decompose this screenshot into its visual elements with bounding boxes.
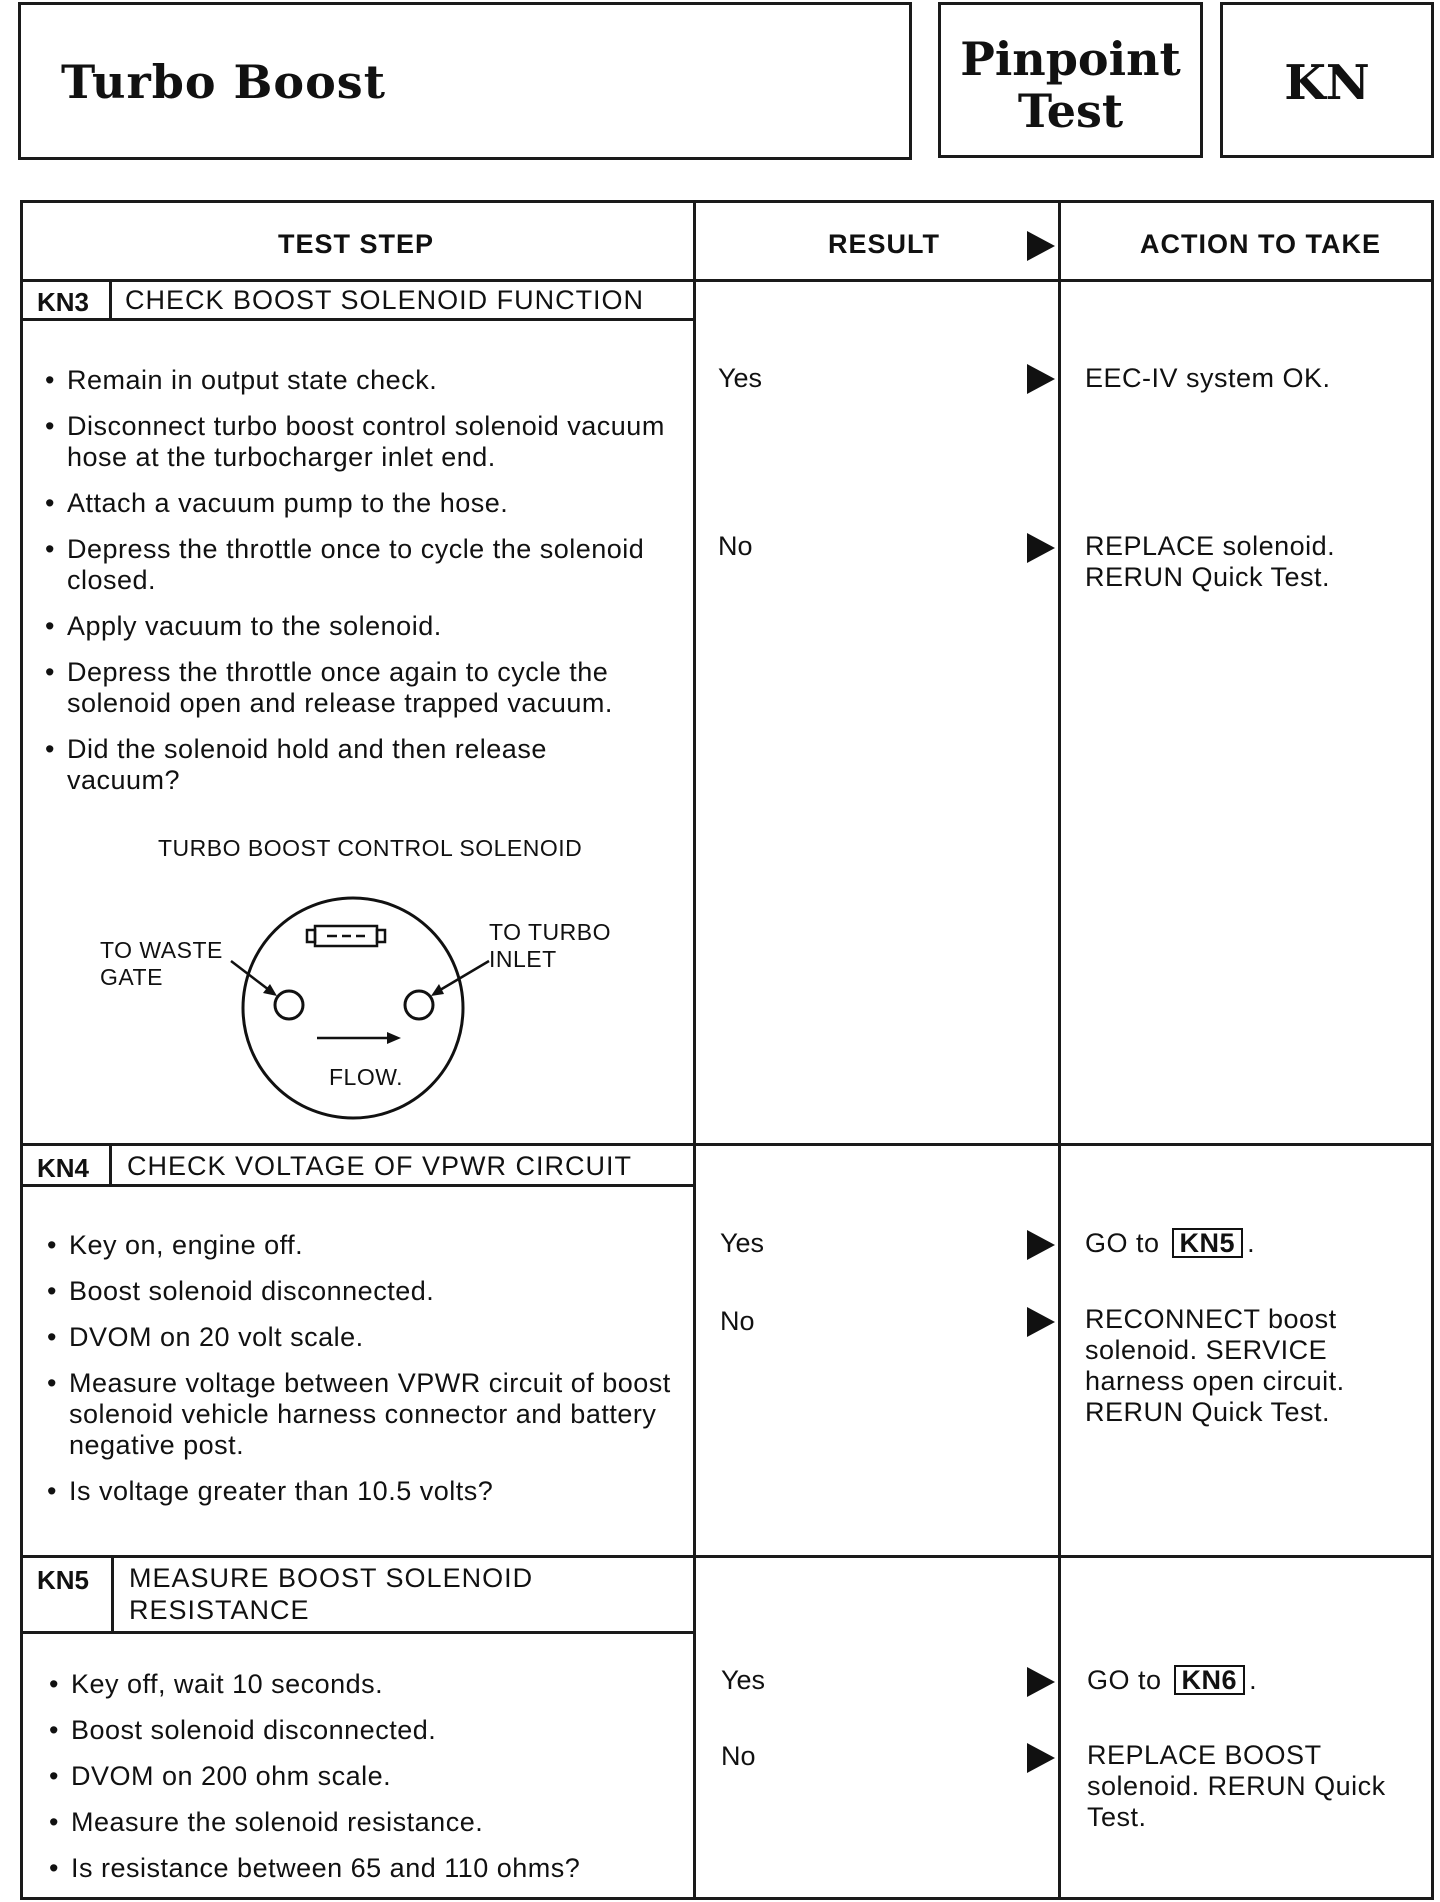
kn5-no-arrow-icon: [1027, 1743, 1055, 1773]
kn5-id-divider: [111, 1555, 114, 1634]
kn4-row-divider: [23, 1555, 1431, 1558]
kn3-row-divider: [23, 1143, 1431, 1146]
kn5-title-divider: [23, 1631, 696, 1634]
kn5-bullet: • Is resistance between 65 and 110 ohms?: [49, 1853, 674, 1884]
kn3-bullet: • Depress the throttle once to cycle the solenoid closed.: [45, 534, 665, 596]
kn4-bullet: • Key on, engine off.: [47, 1230, 672, 1261]
pinpoint-test-label: [941, 33, 1200, 137]
kn4-result-no: No: [720, 1306, 755, 1336]
goto-kn6-link[interactable]: KN6: [1174, 1665, 1246, 1695]
kn4-bullet: • Measure voltage between VPWR circuit of boost solenoid vehicle harness connector and battery negative post.: [47, 1368, 672, 1461]
kn3-yes-arrow-icon: [1027, 364, 1055, 394]
diagram-flow-label: FLOW.: [329, 1064, 404, 1090]
kn4-action-yes: GO to KN5 .: [1085, 1228, 1256, 1258]
kn3-bullet: • Disconnect turbo boost control solenoid vacuum hose at the turbocharger inlet end.: [45, 411, 665, 473]
step-id-kn4: KN4: [37, 1153, 90, 1183]
step-title-kn3: CHECK BOOST SOLENOID FUNCTION: [125, 285, 645, 315]
column-divider-action: [1058, 203, 1061, 1897]
kn3-bullet: • Did the solenoid hold and then release vacuum?: [45, 734, 665, 796]
pinpoint-line-1: Pinpoint: [960, 32, 1181, 86]
column-divider-result: [693, 203, 696, 1897]
kn4-id-divider: [109, 1143, 112, 1187]
kn3-id-divider: [109, 279, 112, 321]
kn5-instructions: [49, 1669, 674, 1899]
kn3-result-yes: Yes: [718, 363, 763, 393]
goto-kn5-link[interactable]: KN5: [1172, 1228, 1244, 1258]
kn5-result-no: No: [721, 1741, 756, 1771]
kn3-title-divider: [23, 318, 696, 321]
kn4-result-yes: Yes: [720, 1228, 765, 1258]
header-test-step: TEST STEP: [278, 229, 435, 259]
waste-gate-port-icon: [275, 991, 303, 1019]
diagram-left-label-2: GATE: [100, 964, 163, 990]
kn3-action-no: REPLACE solenoid. RERUN Quick Test.: [1085, 531, 1336, 592]
pinpoint-table: [20, 200, 1434, 1900]
kn5-bullet: • Boost solenoid disconnected.: [49, 1715, 674, 1746]
pinpoint-line-2: Test: [1017, 84, 1124, 138]
kn3-action-yes: EEC-IV system OK.: [1085, 363, 1331, 393]
header-arrow-icon: [1027, 231, 1055, 261]
kn4-no-arrow-icon: [1027, 1307, 1055, 1337]
kn5-bullet: • Measure the solenoid resistance.: [49, 1807, 674, 1838]
step-title-kn5: MEASURE BOOST SOLENOID RESISTANCE: [129, 1563, 534, 1625]
header-divider: [23, 279, 1431, 282]
kn5-action-no: REPLACE BOOST solenoid. RERUN Quick Test.: [1087, 1740, 1386, 1832]
kn4-yes-arrow-icon: [1027, 1230, 1055, 1260]
kn3-result-no: No: [718, 531, 753, 561]
kn4-action-no: RECONNECT boost solenoid. SERVICE harness open circuit. RERUN Quick Test.: [1085, 1304, 1345, 1427]
kn3-bullet: • Depress the throttle once again to cycle the solenoid open and release trapped vacuum.: [45, 657, 665, 719]
diagram-left-label-1: TO WASTE: [100, 937, 223, 963]
page-title: Turbo Boost: [61, 55, 386, 109]
step-id-kn3: KN3: [37, 287, 90, 317]
kn4-bullet: • Is voltage greater than 10.5 volts?: [47, 1476, 672, 1507]
step-id-kn5: KN5: [37, 1565, 90, 1595]
kn5-bullet: • DVOM on 200 ohm scale.: [49, 1761, 674, 1792]
kn3-instructions: [45, 365, 665, 811]
kn4-title-divider: [23, 1184, 696, 1187]
kn3-no-arrow-icon: [1027, 533, 1055, 563]
kn5-bullet: • Key off, wait 10 seconds.: [49, 1669, 674, 1700]
kn5-yes-arrow-icon: [1027, 1667, 1055, 1697]
header-action: ACTION TO TAKE: [1140, 229, 1381, 259]
turbo-inlet-port-icon: [405, 991, 433, 1019]
kn5-action-yes: GO to KN6 .: [1087, 1665, 1258, 1695]
header-result: RESULT: [828, 229, 940, 259]
title-box: [18, 2, 912, 160]
step-title-kn4: CHECK VOLTAGE OF VPWR CIRCUIT: [127, 1151, 633, 1181]
test-code-box: [1220, 2, 1434, 158]
pinpoint-test-box: [938, 2, 1203, 158]
kn3-bullet: • Remain in output state check.: [45, 365, 665, 396]
kn3-bullet: • Attach a vacuum pump to the hose.: [45, 488, 665, 519]
kn3-bullet: • Apply vacuum to the solenoid.: [45, 611, 665, 642]
kn4-bullet: • DVOM on 20 volt scale.: [47, 1322, 672, 1353]
kn4-bullet: • Boost solenoid disconnected.: [47, 1276, 672, 1307]
diagram-right-label-1: TO TURBO: [489, 919, 611, 945]
kn4-instructions: [47, 1230, 672, 1522]
kn5-result-yes: Yes: [721, 1665, 766, 1695]
test-code: KN: [1284, 55, 1370, 111]
diagram-right-label-2: INLET: [489, 946, 557, 972]
diagram-title: TURBO BOOST CONTROL SOLENOID: [158, 835, 583, 861]
